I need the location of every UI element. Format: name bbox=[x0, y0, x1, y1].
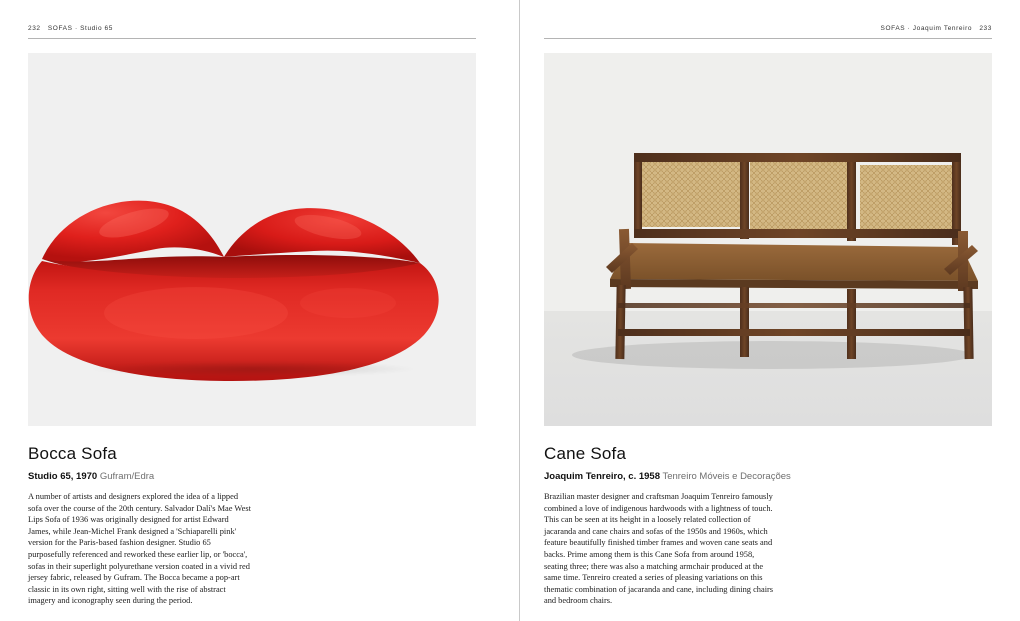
right-caption bbox=[544, 444, 992, 607]
right-image-plate bbox=[544, 53, 992, 426]
left-head-rule bbox=[28, 38, 476, 39]
right-folio: 233 bbox=[979, 25, 992, 32]
cane-backrests bbox=[640, 159, 956, 233]
right-page bbox=[510, 0, 1020, 621]
left-designer: Studio 65, 1970 bbox=[28, 471, 98, 482]
left-maker: Gufram/Edra bbox=[99, 471, 155, 482]
cane-sofa-illustration bbox=[544, 53, 992, 426]
right-designer: Joaquim Tenreiro, c. 1958 bbox=[544, 471, 660, 482]
left-image-plate bbox=[28, 53, 476, 426]
left-body-text: A number of artists and designers explored the idea of a lipped sofa over the course of the 20th century. Salvador Dalí's Mae West Lips Sofa of 1936 was originally designed for artist Edward James, while Jean-Michel Frank designed a 'Schiaparelli pink' version for the Paris-based fashion designer. Studio 65 purposefully referenced and reworked these earlier lip, or 'bocca', sofas in their superlight polyurethane version coated in a vivid red jersey fabric, released by Gufram. The Bocca became a pop-art classic in its own right, sitting well with the rise of abstract imagery and iconography seen during the period. bbox=[28, 492, 251, 606]
bocca-sofa-shadow bbox=[88, 361, 418, 377]
left-running-head bbox=[28, 24, 476, 34]
right-body-text: Brazilian master designer and craftsman Joaquim Tenreiro famously combined a love of indigenous hardwoods with a lightness of touch. This can be seen at its height in a loosely related collection of jacaranda and cane chairs and sofas of the 1950s and 1960s, which feature beautifully finished timber frames and woven cane seats and backs. Prime among them is this Cane Sofa from around 1958, seating three; there was also a matching armchair produced at the same time. Tenreiro created a series of pleasing variations on this thematic combination of jacaranda and cane, including dining chairs and bedroom chairs. bbox=[544, 492, 774, 606]
bocca-sofa-illustration bbox=[28, 171, 476, 391]
cane-sofa-svg bbox=[544, 53, 992, 426]
right-section-label: SOFAS · Joaquim Tenreiro bbox=[880, 25, 973, 32]
left-credit-line bbox=[28, 471, 476, 482]
right-running-head bbox=[544, 24, 992, 34]
right-maker: Tenreiro Móveis e Decorações bbox=[662, 471, 791, 482]
right-credit-line bbox=[544, 471, 992, 482]
left-page-title: Bocca Sofa bbox=[28, 444, 117, 463]
right-head-rule bbox=[544, 38, 992, 39]
bocca-sofa-svg bbox=[28, 171, 476, 391]
sofa-seat bbox=[610, 243, 978, 289]
left-section-label: SOFAS · Studio 65 bbox=[47, 25, 113, 32]
left-folio: 232 bbox=[28, 25, 41, 32]
left-caption bbox=[28, 444, 476, 607]
right-page-title: Cane Sofa bbox=[544, 444, 627, 463]
